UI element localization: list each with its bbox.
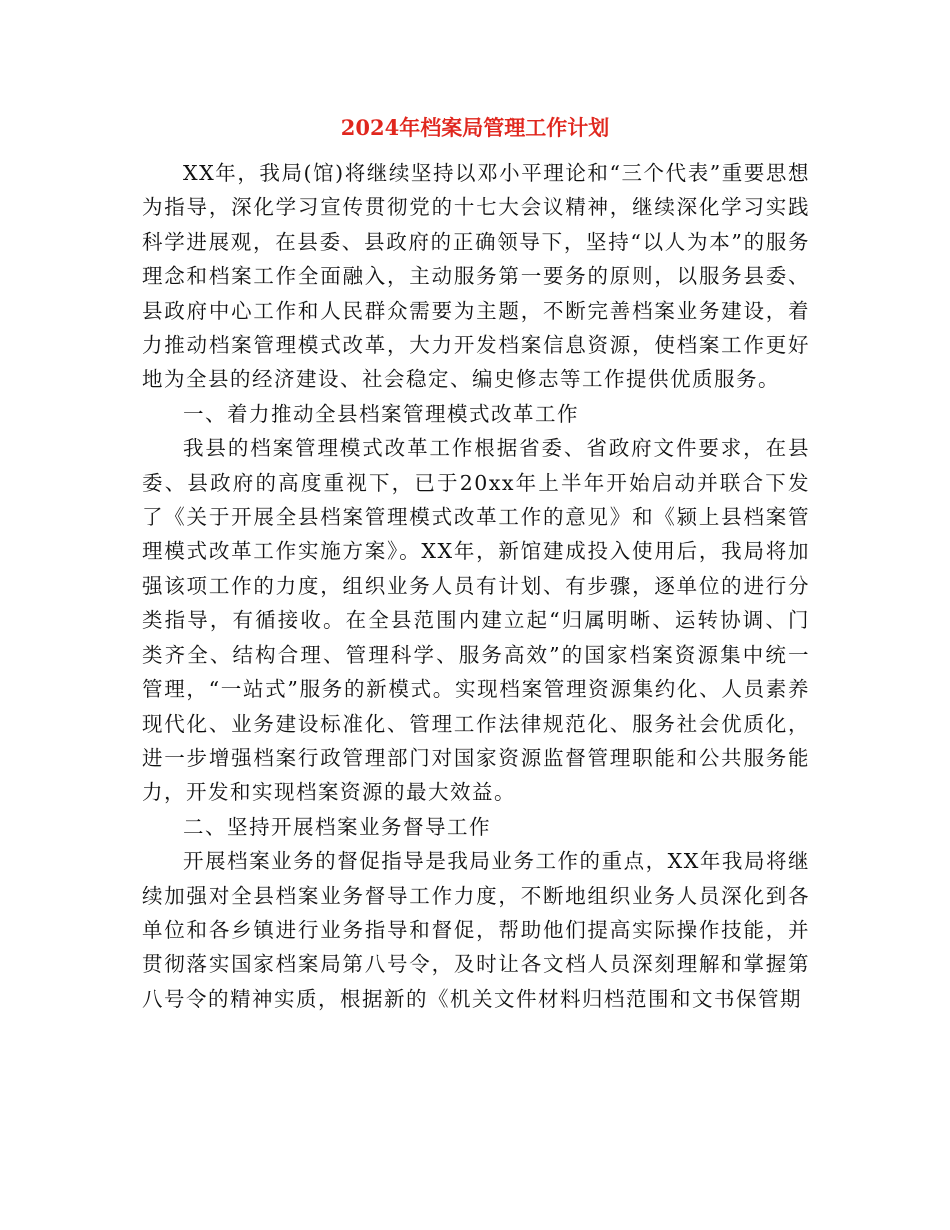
paragraph-section-2: 开展档案业务的督促指导是我局业务工作的重点，XX年我局将继续加强对全县档案业务督导工作力度，不断地组织业务人员深化到各单位和各乡镇进行业务指导和督促，帮助他们提高实际操作技能，并贯彻落实国家档案局第八号令，及时让各文档人员深刻理解和掌握第八号令的精神实质，根据新的《机关文件材料归档范围和文书保管期 [142, 849, 810, 1011]
document-title: 2024年档案局管理工作计划 [340, 115, 610, 140]
section-heading-1: 一、着力推动全县档案管理模式改革工作 [183, 401, 579, 426]
paragraph-section-1: 我县的档案管理模式改革工作根据省委、省政府文件要求，在县委、县政府的高度重视下，已于20xx年上半年开始启动并联合下发了《关于开展全县档案管理模式改革工作的意见》和《颍上县档案管理模式改革工作实施方案》。XX年，新馆建成投入使用后，我局将加强该项工作的力度，组织业务人员有计划、有步骤，逐单位的进行分类指导，有循接收。在全县范围内建立起“归属明晰、运转协调、门类齐全、结构合理、管理科学、服务高效”的国家档案资源集中统一管理，“一站式”服务的新模式。实现档案管理资源集约化、人员素养现代化、业务建设标准化、管理工作法律规范化、服务社会优质化，进一步增强档案行政管理部门对国家资源监督管理职能和公共服务能力，开发和实现档案资源的最大效益。 [142, 436, 810, 805]
document-body [142, 156, 810, 1016]
section-heading-2: 二、坚持开展档案业务督导工作 [183, 814, 491, 839]
paragraph-intro: XX年，我局(馆)将继续坚持以邓小平理论和“三个代表”重要思想为指导，深化学习宣传贯彻党的十七大会议精神，继续深化学习实践科学进展观，在县委、县政府的正确领导下，坚持“以人为本”的服务理念和档案工作全面融入，主动服务第一要务的原则，以服务县委、县政府中心工作和人民群众需要为主题，不断完善档案业务建设，着力推动档案管理模式改革，大力开发档案信息资源，使档案工作更好地为全县的经济建设、社会稳定、编史修志等工作提供优质服务。 [142, 161, 810, 392]
